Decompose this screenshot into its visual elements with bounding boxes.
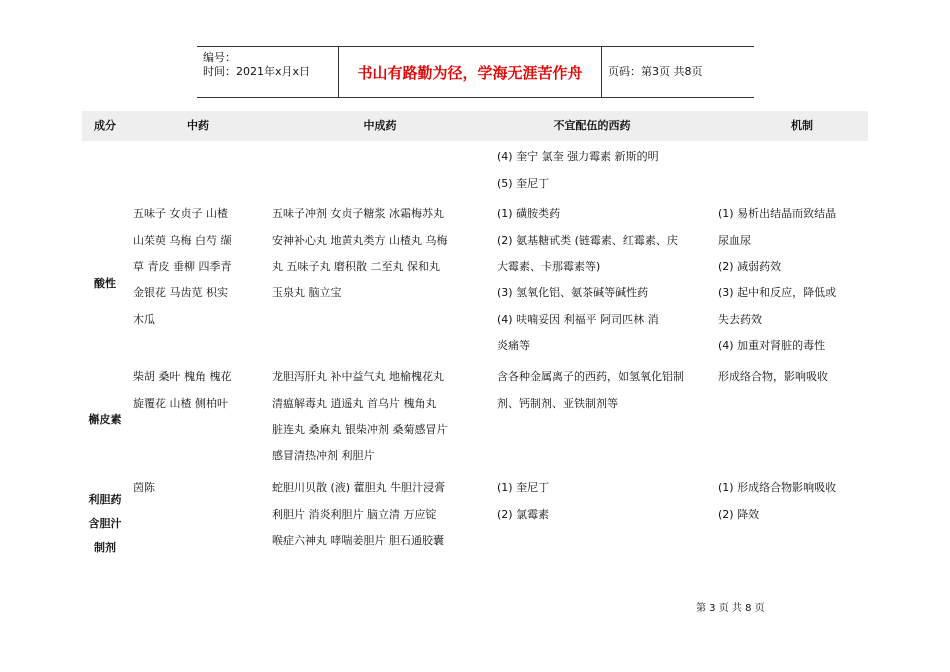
- herb-line: 木瓜: [133, 313, 155, 326]
- mechanism-line: 失去药效: [718, 313, 762, 326]
- western-line: (5) 奎尼丁: [497, 177, 550, 190]
- column-header-component: 成分: [94, 119, 116, 132]
- mechanism-line: 尿血尿: [718, 234, 751, 247]
- mechanism-line: 形成络合物，影响吸收: [718, 370, 828, 383]
- table-header: [82, 111, 868, 141]
- patent-line: 蛇胆川贝散 (液) 藿胆丸 牛胆汁浸膏: [272, 481, 446, 494]
- patent-line: 脏连丸 桑麻丸 银柴冲剂 桑菊感冒片: [272, 423, 448, 436]
- patent-line: 感冒清热冲剂 利胆片: [272, 449, 375, 462]
- herb-line: 草 青皮 垂柳 四季青: [133, 260, 232, 273]
- header-page-label: 页码：第3页 共8页: [608, 65, 703, 78]
- document-number-label: 编号：: [203, 51, 236, 64]
- patent-line: 喉症六神丸 哮喘姜胆片 胆石通胶囊: [272, 534, 444, 547]
- western-line: (3) 氢氧化铝、氨茶碱等碱性药: [497, 286, 649, 299]
- document-header: [197, 46, 754, 98]
- page-footer: 第 3 页 共 8 页: [696, 603, 765, 614]
- herb-line: 山茱萸 乌梅 白芍 缬: [133, 234, 232, 247]
- header-page-cell: [602, 47, 754, 97]
- component-label: 制剂: [94, 541, 116, 554]
- component-label: 槲皮素: [88, 413, 122, 426]
- mechanism-line: (1) 形成络合物影响吸收: [718, 481, 837, 494]
- component-label: 含胆汁: [88, 517, 122, 530]
- header-motto-cell: [339, 47, 602, 97]
- mechanism-line: (2) 降效: [718, 508, 760, 521]
- column-header-herbs: 中药: [187, 119, 209, 132]
- western-line: 剂、钙制剂、亚铁制剂等: [497, 397, 618, 410]
- herb-line: 柴胡 桑叶 槐角 槐花: [133, 370, 232, 383]
- herb-line: 旋覆花 山楂 侧柏叶: [133, 397, 228, 410]
- component-label: 利胆药: [88, 493, 122, 506]
- column-header-western: 不宜配伍的西药: [553, 119, 631, 132]
- western-line: 炎痛等: [497, 339, 530, 352]
- patent-line: 五味子冲剂 女贞子糖浆 冰霜梅苏丸: [272, 207, 444, 220]
- patent-line: 利胆片 消炎利胆片 脑立清 万应锭: [272, 508, 437, 521]
- mechanism-line: (2) 减弱药效: [718, 260, 782, 273]
- herb-line: 茵陈: [133, 481, 155, 494]
- western-line: (1) 磺胺类药: [497, 207, 561, 220]
- western-line: (4) 奎宁 氯奎 强力霉素 新斯的明: [497, 150, 659, 163]
- column-header-patent: 中成药: [363, 119, 397, 132]
- western-line: 含各种金属离子的西药，如氢氧化铝制: [497, 370, 684, 383]
- western-line: (2) 氯霉素: [497, 508, 550, 521]
- header-motto: 书山有路勤为径，学海无涯苦作舟: [357, 64, 583, 82]
- patent-line: 丸 五味子丸 磨积散 二至丸 保和丸: [272, 260, 440, 273]
- western-line: (1) 奎尼丁: [497, 481, 550, 494]
- patent-line: 龙胆泻肝丸 补中益气丸 地榆槐花丸: [272, 370, 444, 383]
- column-header-mechanism: 机制: [791, 119, 813, 132]
- patent-line: 玉泉丸 脑立宝: [272, 286, 342, 299]
- mechanism-line: (3) 起中和反应，降低或: [718, 286, 837, 299]
- western-line: 大霉素、卡那霉素等): [497, 260, 601, 273]
- component-label: 酸性: [94, 277, 116, 290]
- mechanism-line: (1) 易析出结晶而致结晶: [718, 207, 837, 220]
- document-time-label: 时间：2021年x月x日: [203, 65, 311, 78]
- header-info-cell: [197, 47, 339, 97]
- patent-line: 清瘟解毒丸 逍遥丸 首乌片 槐角丸: [272, 397, 437, 410]
- western-line: (2) 氨基糖甙类 (链霉素、红霉素、庆: [497, 234, 678, 247]
- herb-line: 金银花 马齿苋 枳实: [133, 286, 228, 299]
- western-line: (4) 呋喃妥因 利福平 阿司匹林 消: [497, 313, 659, 326]
- patent-line: 安神补心丸 地黄丸类方 山楂丸 乌梅: [272, 234, 448, 247]
- mechanism-line: (4) 加重对肾脏的毒性: [718, 339, 826, 352]
- herb-line: 五味子 女贞子 山楂: [133, 207, 228, 220]
